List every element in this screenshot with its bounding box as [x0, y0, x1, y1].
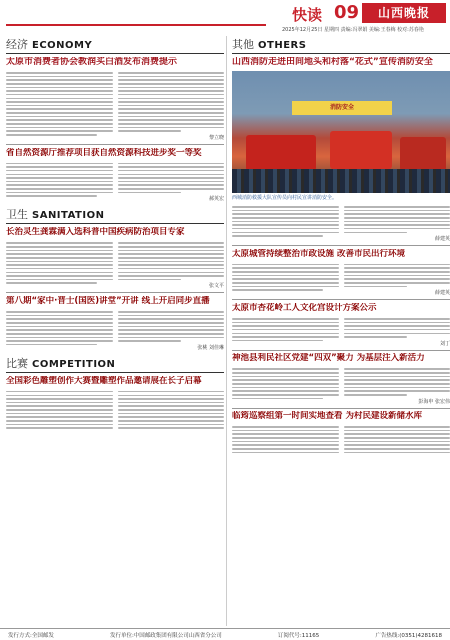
column-divider [226, 36, 227, 626]
section-title-en: COMPETITION [32, 358, 116, 370]
byline: 刘丁 [439, 340, 450, 347]
headline-sanitation-2[interactable]: 第八期“家中·晋士(国医)讲堂”开讲 线上开启同步直播 [6, 296, 210, 307]
section-header-economy [6, 36, 224, 54]
byline: 张文平 [208, 283, 224, 290]
fire-truck [246, 135, 316, 171]
article-body [6, 240, 224, 289]
headline-sanitation-1[interactable]: 长治灵生龚霖满入选科普中国疾病防治项目专家 [6, 227, 185, 238]
rule [232, 408, 450, 409]
article-body [232, 316, 450, 347]
footer-distribution: 发行方式:全国邮发 [8, 633, 54, 639]
page-number: 09 [334, 2, 360, 23]
byline: 郝英宏 [208, 196, 224, 203]
masthead-rule [6, 24, 266, 26]
paper-logo: 山西晚报 [362, 3, 446, 23]
section-title-cn: 其他 [232, 38, 254, 51]
rule [6, 292, 224, 293]
section-header-others [232, 36, 450, 54]
byline: 薛建英 [434, 290, 450, 297]
section-title-cn: 比赛 [6, 356, 28, 370]
article-body [232, 204, 450, 242]
issue-info: 2025年12月25日 星期四 责编:冯翠娟 美编:王春梅 校对:苏春艳 [282, 27, 424, 33]
page-footer [0, 628, 450, 640]
section-header-sanitation [6, 206, 224, 224]
footer-publisher: 发行单位:中国邮政集团有限公司山西省分公司 [109, 633, 222, 639]
rule [232, 299, 450, 300]
headline-competition-1[interactable]: 全国彩色雕塑创作大赛暨雕塑作品邀请展在长子启幕 [6, 375, 202, 386]
rule [232, 350, 450, 351]
right-column [232, 36, 450, 455]
rule [232, 245, 450, 246]
section-title-en: ECONOMY [32, 40, 93, 51]
footer-ad-phone: 广告热线:(0351)4281618 [375, 633, 442, 639]
article-body [232, 262, 450, 297]
masthead [0, 0, 450, 34]
fire-truck [330, 131, 392, 169]
article-body [6, 309, 224, 351]
section-header-competition [6, 355, 224, 373]
headline-others-3[interactable]: 太原市杏花岭工人文化宫设计方案公示 [232, 302, 377, 313]
byline: 薛建英 [434, 236, 450, 243]
left-column [6, 36, 224, 431]
photo-banner: 消防安全 [292, 101, 392, 115]
column-name: 快读 [292, 6, 323, 24]
article-body [6, 389, 224, 431]
byline: 彭海申 张宏伟 [418, 398, 450, 405]
news-photo[interactable] [232, 71, 450, 193]
footer-subscription-code: 订阅代号:11165 [277, 633, 320, 639]
headline-others-5[interactable]: 临筠巡察组第一时间实地查看 为村民建设新储水库 [232, 411, 422, 422]
fire-truck [400, 137, 446, 171]
article-body [232, 366, 450, 404]
crowd [232, 169, 450, 193]
article-body [6, 70, 224, 141]
headline-economy-2[interactable]: 省自然资源厅推荐项目获自然资源科技进步奖一等奖 [6, 147, 202, 158]
article-body [232, 424, 450, 455]
byline: 黎立晓 [208, 134, 224, 141]
rule [6, 144, 224, 145]
byline: 张桃 刘佳琳 [197, 344, 224, 351]
section-title-en: OTHERS [258, 40, 307, 51]
headline-economy-1[interactable]: 太原市消费者协会教润买白酒发布消费提示 [6, 57, 178, 67]
section-title-cn: 经济 [6, 38, 28, 51]
headline-others-4[interactable]: 神池县利民社区党建“四双”聚力 为基层注入新活力 [232, 353, 425, 364]
section-title-cn: 卫生 [6, 208, 28, 222]
headline-others-2[interactable]: 太原城管持续整治市政设施 改善市民出行环境 [232, 248, 405, 259]
photo-caption: 西城消防救援大队宣传员向村民宣讲消防安全。 [232, 195, 338, 201]
section-title-en: SANITATION [32, 210, 105, 222]
article-body [6, 161, 224, 203]
headline-others-1[interactable]: 山西消防走进田间地头和村落“花式”宣传消防安全 [232, 57, 433, 67]
